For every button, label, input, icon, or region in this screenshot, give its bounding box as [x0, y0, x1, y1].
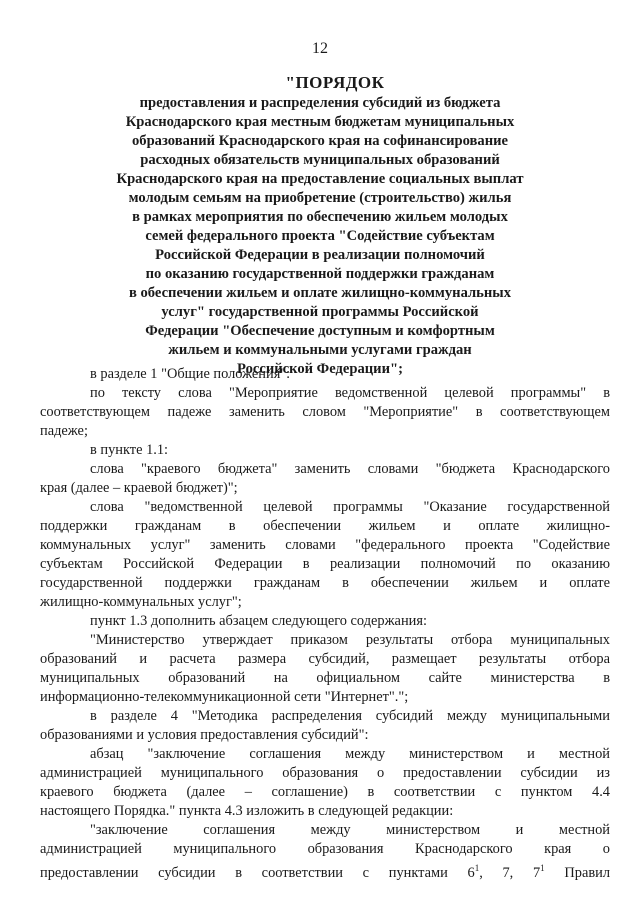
- title-line: по оказанию государственной поддержки гражданам: [145, 266, 495, 282]
- body-line: образованиями и условия предоставления субсидий":: [40, 727, 369, 743]
- body-line: образований и расчета размера субсидий, размещает результаты отбора: [40, 651, 610, 667]
- title-line: расходных обязательств муниципальных образований: [140, 152, 500, 168]
- title-line: молодым семьям на приобретение (строительство) жилья: [128, 190, 512, 206]
- document-body: [40, 365, 610, 883]
- footnote-superscript: 1: [540, 863, 545, 873]
- footnote-superscript: 1: [474, 863, 480, 873]
- body-line: слова "ведомственной целевой программы "Оказание государственной: [90, 499, 610, 515]
- title-block: [60, 72, 580, 379]
- body-line: настоящего Порядка." пункта 4.3 изложить в следующей редакции:: [40, 803, 454, 819]
- body-line: поддержки гражданам в обеспечении жильем и оплате жилищно-: [40, 518, 610, 534]
- title-line: предоставления и распределения субсидий из бюджета: [139, 95, 501, 111]
- body-line: в разделе 4 "Методика распределения субсидий между муниципальными: [90, 708, 610, 724]
- body-line: жилищно-коммунальных услуг";: [40, 594, 242, 610]
- body-line: "Министерство утверждает приказом результаты отбора муниципальных: [90, 632, 610, 648]
- document-subtitle: [60, 94, 580, 379]
- body-line: в пункте 1.1:: [90, 442, 169, 458]
- page-number: 12: [312, 40, 328, 57]
- title-line: Краснодарского края на предоставление социальных выплат: [116, 171, 524, 187]
- text-fragment: Правил: [544, 865, 611, 881]
- title-line: услуг" государственной программы Российской: [161, 304, 479, 320]
- text-fragment: , 7, 7: [479, 865, 541, 881]
- body-line: края (далее – краевой бюджет)";: [40, 480, 238, 496]
- body-line: падеже;: [40, 423, 88, 439]
- body-line: слова "краевого бюджета" заменить словами "бюджета Краснодарского: [90, 461, 610, 477]
- text-fragment: предоставлении субсидии в соответствии с пунктами 6: [40, 865, 475, 881]
- body-line-last: [40, 859, 610, 883]
- body-line: краевого бюджета (далее – соглашение) в соответствии с пунктом 4.4: [40, 784, 610, 800]
- title-line: Краснодарского края местным бюджетам муниципальных: [125, 114, 515, 130]
- title-line: Российской Федерации";: [237, 361, 403, 377]
- document-title: "ПОРЯДОК: [285, 73, 385, 92]
- body-line: абзац "заключение соглашения между министерством и местной: [90, 746, 610, 762]
- title-line: жильем и коммунальными услугами граждан: [168, 342, 472, 358]
- title-line: семей федерального проекта "Содействие субъектам: [145, 228, 495, 244]
- title-line: образований Краснодарского края на софинансирование: [131, 133, 509, 149]
- body-line: пункт 1.3 дополнить абзацем следующего содержания:: [90, 613, 427, 629]
- body-line: "заключение соглашения между министерством и местной: [90, 822, 610, 838]
- body-line: муниципальных образований на официальном сайте министерства в: [40, 670, 610, 686]
- body-line: соответствующем падеже заменить словом "Мероприятие" в соответствующем: [40, 404, 610, 420]
- body-line: информационно-телекоммуникационной сети "Интернет".";: [40, 689, 409, 705]
- body-line: коммунальных услуг" заменить словами "федерального проекта "Содействие: [40, 537, 610, 553]
- body-line: администрацией муниципального образования о предоставлении субсидии из: [40, 765, 610, 781]
- body-line: в разделе 1 "Общие положения":: [90, 366, 291, 382]
- body-line: государственной поддержки гражданам в обеспечении жильем и оплате: [40, 575, 610, 591]
- title-line: в обеспечении жильем и оплате жилищно-коммунальных: [128, 285, 512, 301]
- title-line: Российской Федерации в реализации полномочий: [155, 247, 485, 263]
- body-line: субъектам Российской Федерации в реализации полномочий по оказанию: [40, 556, 610, 572]
- title-line: в рамках мероприятия по обеспечению жильем молодых: [132, 209, 508, 225]
- body-line: администрацией муниципального образования Краснодарского края о: [40, 841, 610, 857]
- body-line: по тексту слова "Мероприятие ведомственной целевой программы" в: [90, 385, 610, 401]
- title-line: Федерации "Обеспечение доступным и комфортным: [145, 323, 495, 339]
